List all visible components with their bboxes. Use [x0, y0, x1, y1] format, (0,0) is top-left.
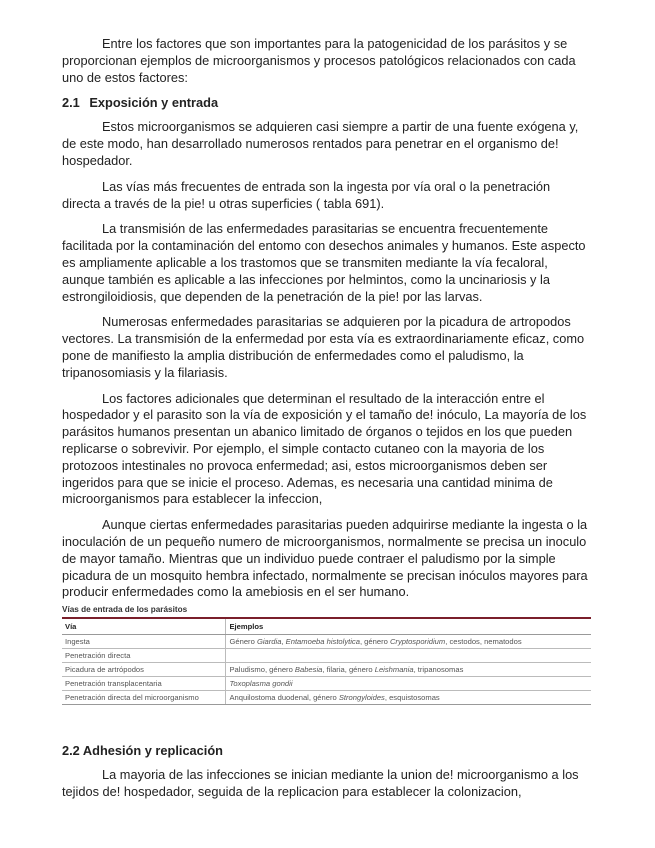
section-title: Adhesión y replicación [82, 743, 223, 759]
cell-ejemplos: Paludismo, género Babesia, filaria, género Leishmania, tripanosomas [226, 663, 591, 677]
vias-table-block [62, 605, 591, 705]
paragraph: Aunque ciertas enfermedades parasitarias pueden adquirirse mediante la ingesta o la inoculación de un pequeño numero de microorganismos, normalmente se precisa un inoculo de mayor tamaño. Mientras que un individuo puede contraer el paludismo por la simple picadura de un mosquito hembra infectado, normalmente se precisan inóculos mayores para producir enfermedades como la amebiosis en el ser humano. [62, 517, 588, 600]
section-heading-exposicion [62, 95, 591, 111]
cell-ejemplos: Género Giardia, Entamoeba histolytica, género Cryptosporidium, cestodos, nematodos [226, 635, 591, 649]
table-row [62, 663, 591, 677]
table-row [62, 635, 591, 649]
vias-table [62, 617, 591, 705]
cell-ejemplos: Anquilostoma duodenal, género Strongyloides, esquistosomas [226, 691, 591, 705]
section-number: 2.1 [62, 95, 80, 111]
column-header-via: Vía [62, 618, 226, 635]
table-header-row [62, 618, 591, 635]
paragraph: Numerosas enfermedades parasitarias se adquieren por la picadura de artropodos vectores. La transmisión de la enfermedad por esta vía es extraordinariamente eficaz, como pone de manifiesto la amplia distribución de enfermedades como el paludismo, la tripanosomiasis y la filariasis. [62, 314, 585, 380]
paragraph: Estos microorganismos se adquieren casi siempre a partir de una fuente exógena y, de este modo, han desarrollado numerosos rentados para penetrar en el organismo de! hospedador. [62, 119, 579, 168]
cell-ejemplos [226, 649, 591, 663]
paragraph: La mayoria de las infecciones se inician mediante la union de! microorganismo a los tejidos de! hospedador, seguida de la replicacion para establecer la colonizacion, [62, 767, 579, 799]
paragraph: Las vías más frecuentes de entrada son la ingesta por vía oral o la penetración directa a través de la pie! u otras superficies ( tabla 691). [62, 178, 551, 211]
table-row [62, 649, 591, 663]
cell-via: Picadura de artrópodos [62, 663, 226, 677]
intro-paragraph: Entre los factores que son importantes para la patogenicidad de los parásitos y se proporcionan ejemplos de microorganismos y procesos patológicos relacionados con cada uno de estos factores: [62, 36, 576, 85]
table-row [62, 691, 591, 705]
cell-ejemplos: Toxoplasma gondii [226, 677, 591, 691]
cell-via: Penetración directa [62, 649, 226, 663]
cell-via: Penetración transplacentaria [62, 677, 226, 691]
paragraph: La transmisión de las enfermedades parasitarias se encuentra frecuentemente facilitada por la contaminación del entomo con desechos animales y humanos. Este aspecto es ampliamente aplicable a los trastomos que se transmiten mediante la vía fecaloral, aunque también es aplicable a las infecciones por helmintos, como la uncinariosis y la estrongiloidiosis, que dependen de la penetración de la pie! por las larvas. [62, 221, 586, 304]
paragraph: Los factores adicionales que determinan el resultado de la interacción entre el hospedador y el parasito son la vía de exposición y el tamaño de! inóculo, La mayoría de los parásitos humanos presentan un abanico limitado de órganos o tejidos en los que pueden replicarse o sobrevivir. Por ejemplo, el simple contacto cutaneo con la mayoria de los protozoos intestinales no provoca enfermedad; asi, estos microorganismos deben ser ingeridos para que se inicie el proceso. Ademas, es necesaria una cantidad minima de microorganismos para establecer la infeccion, [62, 390, 587, 507]
table-title: Vías de entrada de los parásitos [62, 605, 188, 615]
table-row [62, 677, 591, 691]
section-heading-adhesion [62, 743, 591, 759]
section-title: Exposición y entrada [89, 95, 219, 111]
column-header-ejemplos: Ejemplos [226, 618, 591, 635]
cell-via: Ingesta [62, 635, 226, 649]
spacer [62, 705, 591, 739]
section-number: 2.2 [62, 743, 80, 759]
cell-via: Penetración directa del microorganismo [62, 691, 226, 705]
